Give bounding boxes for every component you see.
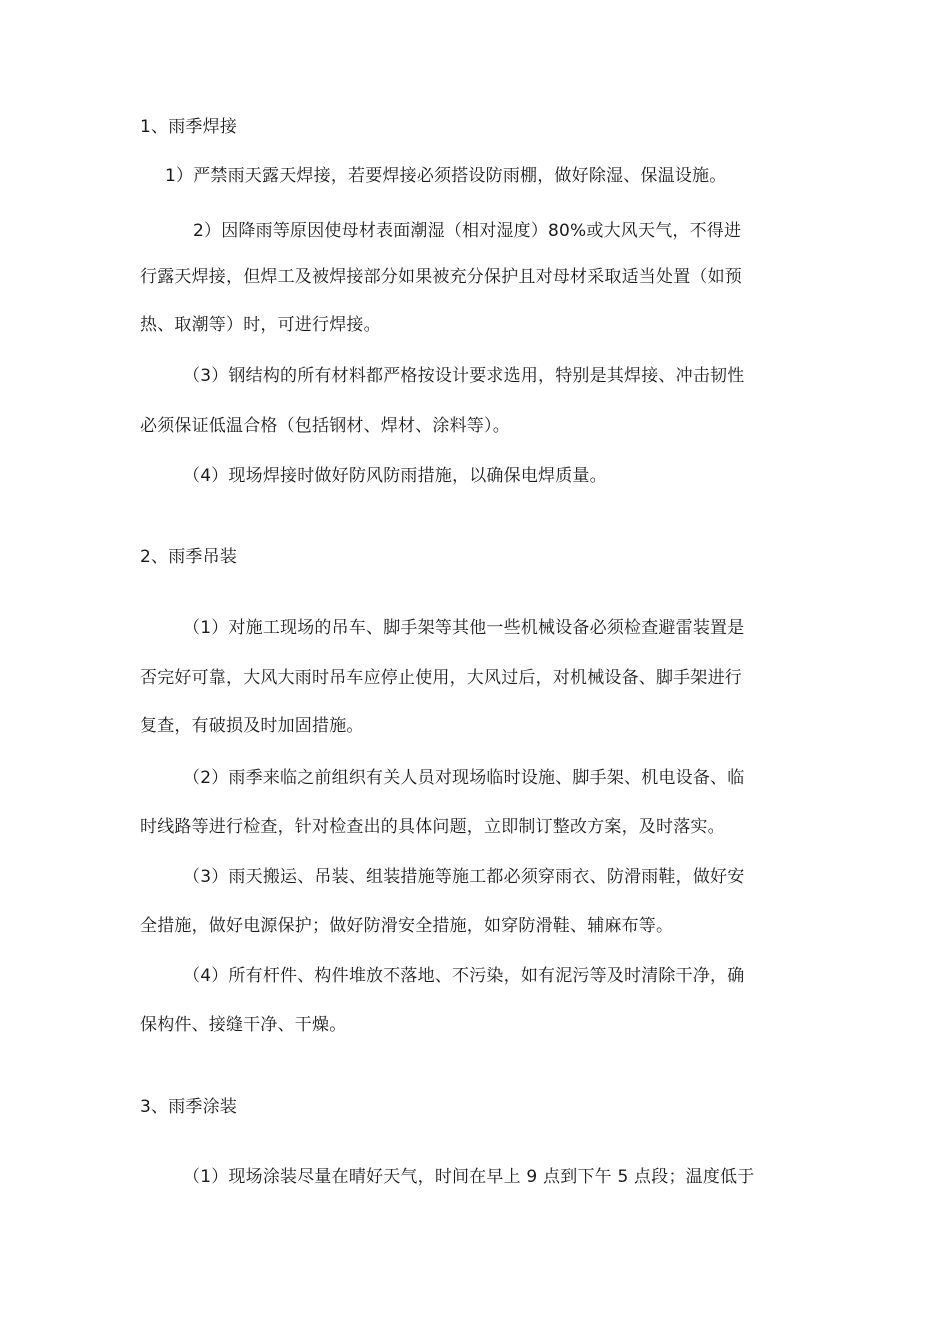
- paragraph-line: （1）现场涂装尽量在晴好天气，时间在早上 9 点到下午 5 点段；温度低于: [183, 1167, 755, 1187]
- paragraph-line: 2）因降雨等原因使母材表面潮湿（相对湿度）80%或大风天气，不得进: [193, 221, 742, 241]
- section-heading: 1、雨季焊接: [140, 117, 238, 137]
- paragraph-line: 保构件、接缝干净、干燥。: [140, 1015, 347, 1035]
- paragraph-line: 否完好可靠，大风大雨时吊车应停止使用，大风过后，对机械设备、脚手架进行: [140, 668, 742, 688]
- paragraph-line: （3）雨天搬运、吊装、组装措施等施工都必须穿雨衣、防滑雨鞋，做好安: [183, 867, 745, 887]
- paragraph-line: 行露天焊接，但焊工及被焊接部分如果被充分保护且对母材采取适当处置（如预: [140, 267, 742, 287]
- section-heading: 3、雨季涂装: [140, 1097, 238, 1117]
- paragraph-line: 1）严禁雨天露天焊接，若要焊接必须搭设防雨棚，做好除湿、保温设施。: [165, 166, 727, 186]
- paragraph-line: （3）钢结构的所有材料都严格按设计要求选用，特别是其焊接、冲击韧性: [183, 366, 745, 386]
- paragraph-line: （4）现场焊接时做好防风防雨措施，以确保电焊质量。: [183, 466, 607, 486]
- paragraph-line: 复查，有破损及时加固措施。: [140, 716, 364, 736]
- paragraph-line: （4）所有杆件、构件堆放不落地、不污染，如有泥污等及时清除干净，确: [183, 966, 745, 986]
- paragraph-line: （1）对施工现场的吊车、脚手架等其他一些机械设备必须检查避雷装置是: [183, 618, 745, 638]
- paragraph-line: 热、取潮等）时，可进行焊接。: [140, 315, 381, 335]
- paragraph-line: 时线路等进行检查，针对检查出的具体问题，立即制订整改方案，及时落实。: [140, 817, 725, 837]
- paragraph-line: （2）雨季来临之前组织有关人员对现场临时设施、脚手架、机电设备、临: [183, 768, 745, 788]
- paragraph-line: 全措施，做好电源保护；做好防滑安全措施，如穿防滑鞋、辅麻布等。: [140, 916, 674, 936]
- section-heading: 2、雨季吊装: [140, 547, 238, 567]
- paragraph-line: 必须保证低温合格（包括钢材、焊材、涂料等）。: [140, 416, 510, 436]
